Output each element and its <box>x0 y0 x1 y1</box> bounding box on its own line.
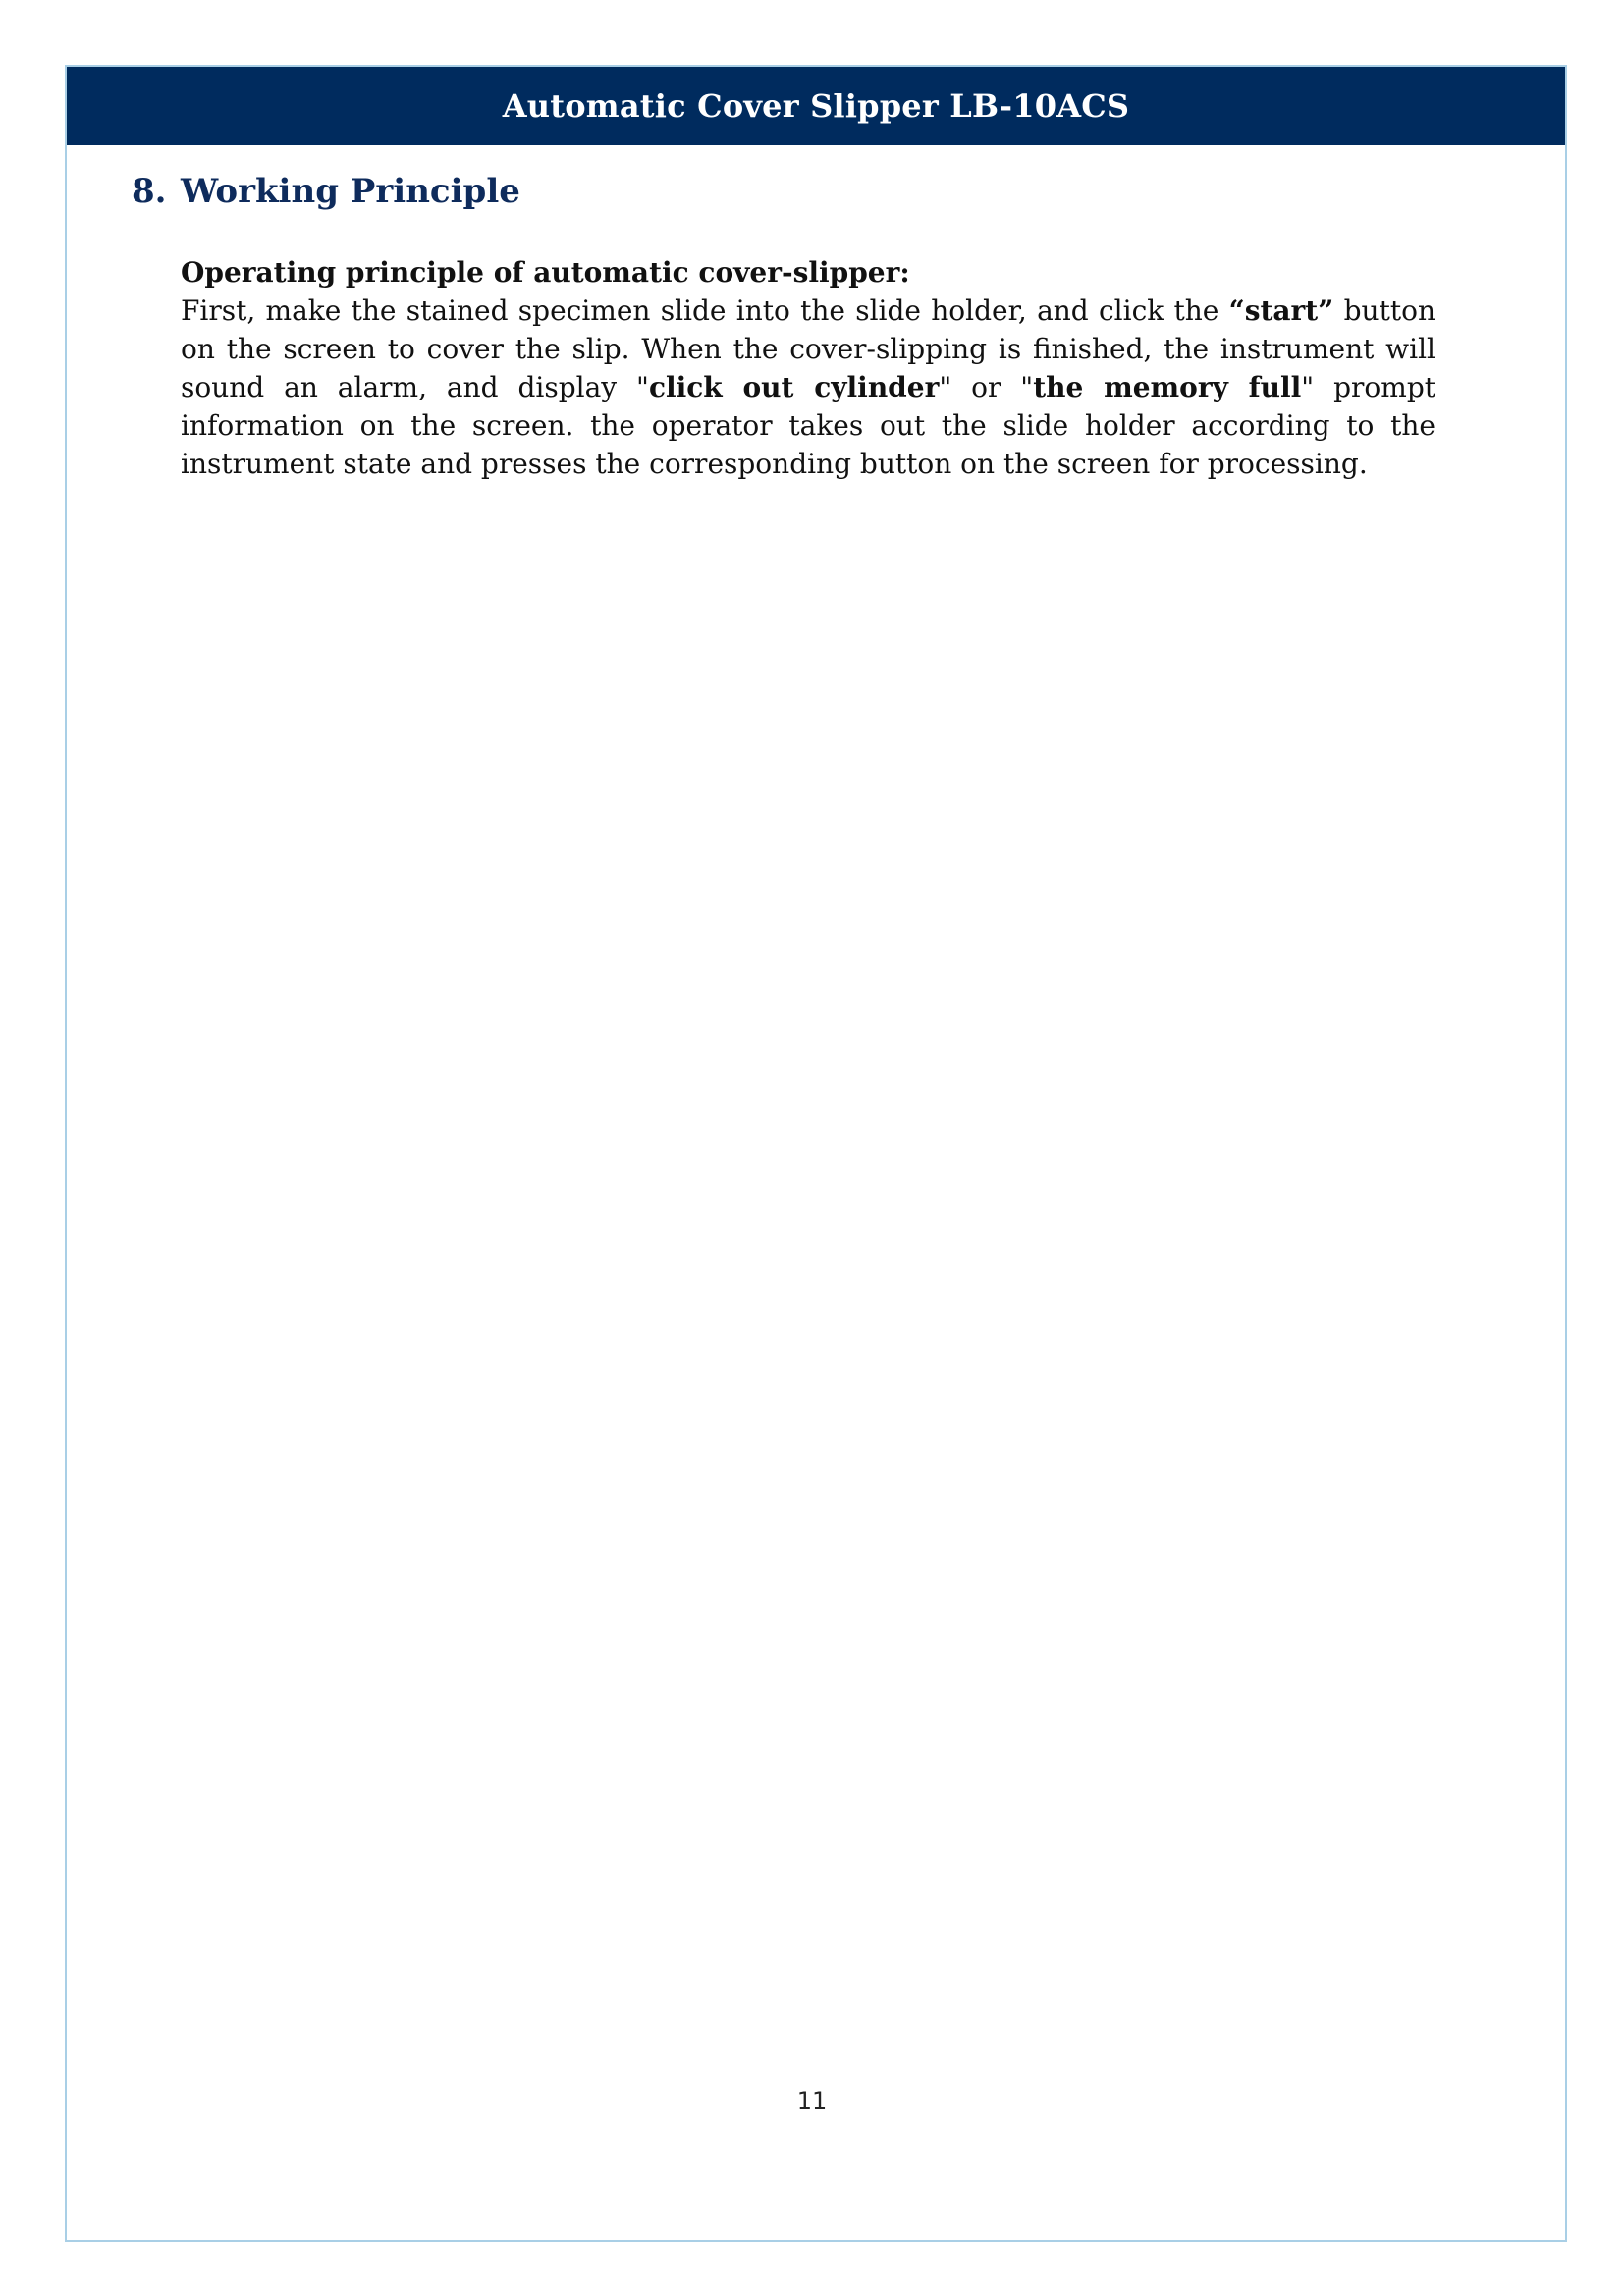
body-paragraph <box>181 292 1435 483</box>
section-number: 8. <box>132 172 167 211</box>
start-keyword: “start” <box>1228 294 1334 327</box>
paragraph-text: button on the screen to cover the slip. When the cover-slipping is finished, the instrument will sound an alarm, and display " <box>181 294 1435 403</box>
header-bar <box>67 67 1565 145</box>
paragraph-text: " or " <box>939 371 1034 403</box>
section-heading <box>132 172 520 211</box>
section-content <box>181 253 1435 483</box>
paragraph-text: " prompt information on the screen. the operator takes out the slide holder according to the instrument state and presses the corresponding button on the screen for processing. <box>181 371 1435 480</box>
subheading: Operating principle of automatic cover-slipper: <box>181 256 910 289</box>
document-title: Automatic Cover Slipper LB-10ACS <box>502 87 1130 125</box>
page-number: 11 <box>796 2087 828 2114</box>
paragraph-text: First, make the stained specimen slide into the slide holder, and click the <box>181 294 1229 327</box>
click-out-cylinder-keyword: click out cylinder <box>648 371 940 403</box>
memory-full-keyword: the memory full <box>1033 371 1302 403</box>
section-title: Working Principle <box>181 172 520 211</box>
